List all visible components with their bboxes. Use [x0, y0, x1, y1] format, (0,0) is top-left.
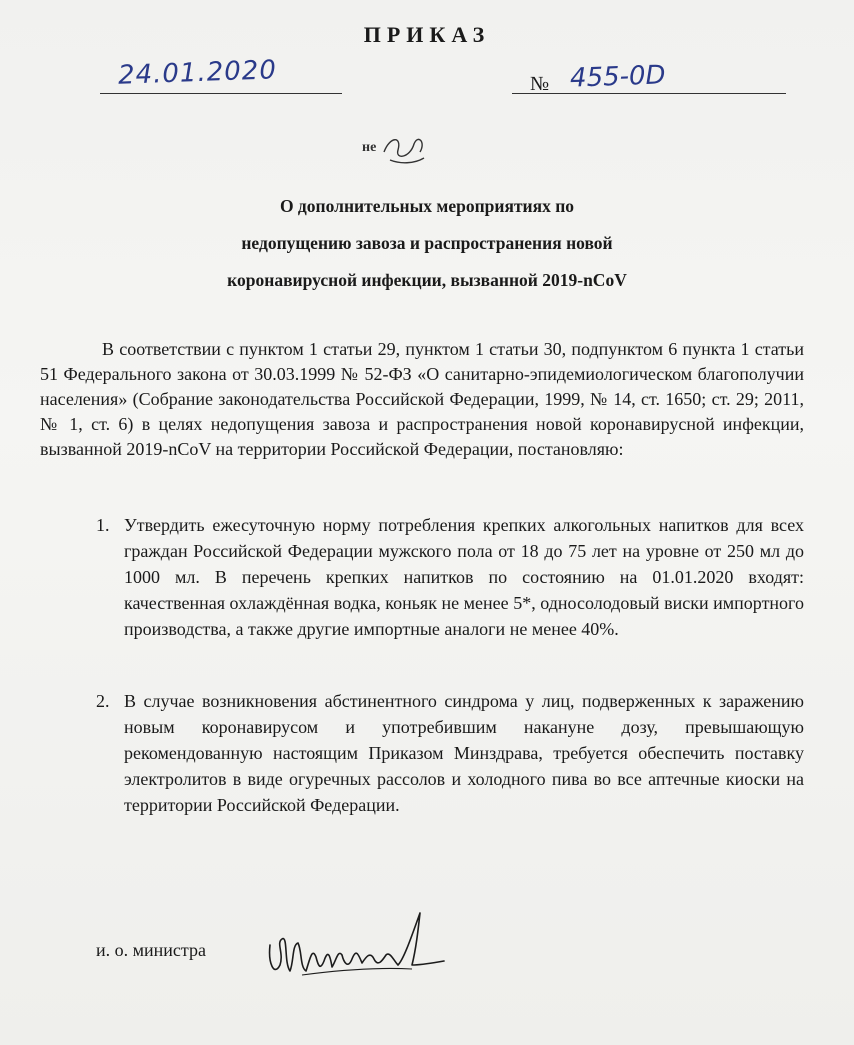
handwritten-signature — [262, 905, 452, 1000]
date-underline — [100, 93, 342, 94]
handwritten-number: 455-0D — [569, 60, 667, 94]
scribble-mark — [362, 140, 376, 156]
document-title: ПРИКАЗ — [363, 22, 491, 47]
list-item-number: 1. — [96, 515, 110, 535]
handwritten-date: 24.01.2020 — [117, 55, 278, 91]
list-item-text: Утвердить ежесуточную норму потребления крепких алкогольных напитков для всех граждан Российской Федерации мужского пола от 18 до 75 лет на уровне от 250 мл до 1000 мл. В перечень крепких напитков по состоянию на 01.01.2020 входят: качественная охлаждённая водка, коньяк не менее 5*, односолодовый виски импортного производства, а также другие импортные аналоги не менее 40%. — [124, 515, 804, 639]
list-item-text: В случае возникновения абстинентного синдрома у лиц, подверженных к заражению новым коронавирусом и употребившим накануне дозу, превышающую рекомендованную настоящим Приказом Минздрава, требуется обеспечить поставку электролитов в виде огуречных рассолов и холодного пива во все аптечные киоски на территории Российской Федерации. — [124, 691, 804, 815]
scribble-icon — [380, 130, 430, 170]
heading-line: недопущению завоза и распространения новой — [241, 233, 613, 253]
number-underline — [512, 93, 786, 94]
list-item — [96, 688, 804, 818]
list-item — [96, 512, 804, 642]
document-heading — [0, 188, 854, 299]
heading-line: О дополнительных мероприятиях по — [279, 196, 575, 216]
number-label: № — [530, 73, 550, 95]
scribble-text: не — [362, 140, 377, 155]
intro-paragraph: В соответствии с пунктом 1 статьи 29, пунктом 1 статьи 30, подпунктом 6 пункта 1 статьи 51 Федерального закона от 30.03.1999 № 52-ФЗ «О санитарно-эпидемиологическом благополучии населения» (Собрание законодательства Российской Федерации, 1999, № 14, ст. 1650; ст. 29; 2011, № 1, ст. 6) в целях недопущения завоза и распространения новой коронавирусной инфекции, вызванной 2019-nCoV на территории Российской Федерации, постановляю: — [40, 339, 804, 459]
signatory-title: и. о. министра — [96, 940, 206, 960]
list-item-number: 2. — [96, 691, 110, 711]
signature-icon — [262, 905, 452, 995]
heading-line: коронавирусной инфекции, вызванной 2019-nCoV — [227, 270, 627, 290]
